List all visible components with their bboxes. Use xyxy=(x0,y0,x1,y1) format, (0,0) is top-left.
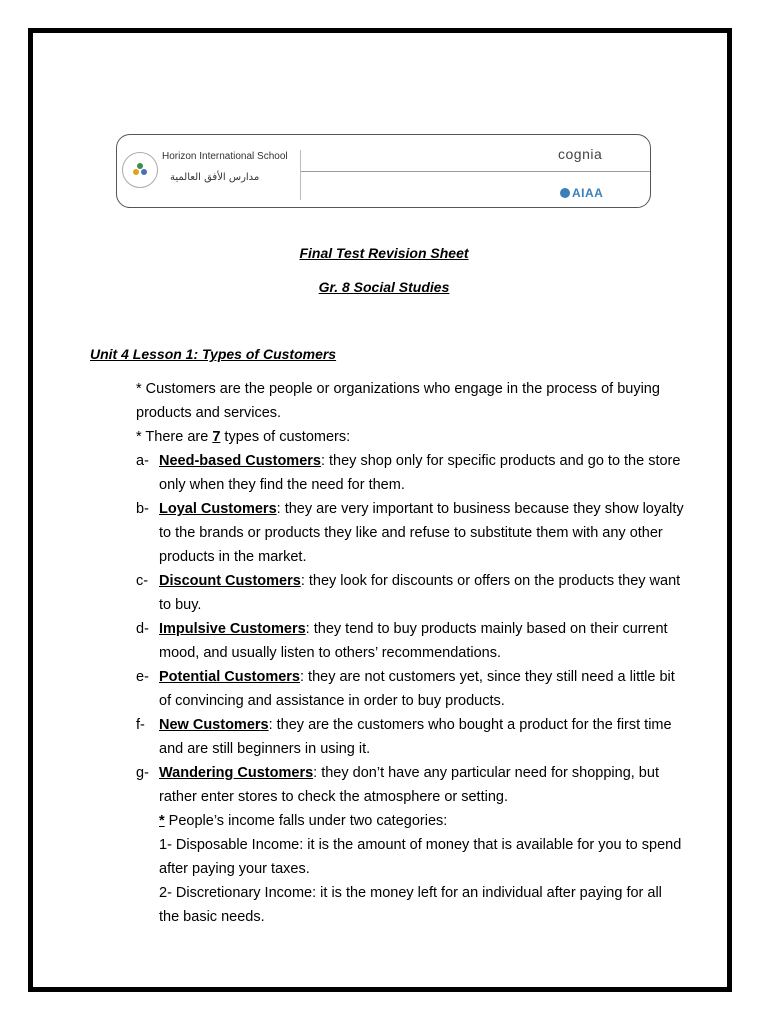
aiaa-logo xyxy=(560,186,603,200)
customer-type-count: 7 xyxy=(212,429,221,445)
school-logo-icon xyxy=(122,152,158,188)
lesson-content xyxy=(136,377,686,929)
intro-definition: * Customers are the people or organizations who engage in the process of buying products and services. xyxy=(136,381,660,421)
customer-type-term: Loyal Customers xyxy=(159,501,277,517)
aiaa-logo-text: AIAA xyxy=(572,186,604,200)
unit-heading: Unit 4 Lesson 1: Types of Customers xyxy=(90,346,337,362)
header-divider-vertical xyxy=(300,150,301,200)
page-subtitle: Gr. 8 Social Studies xyxy=(318,279,450,295)
customer-type-item: b- Loyal Customers: they are very important to business because they show loyalty to the brands or products they like and refuse to substitute them with any other products in the market. xyxy=(136,501,684,565)
school-name-arabic: مدارس الأفق العالمية xyxy=(170,172,260,183)
customer-type-item: d- Impulsive Customers: they tend to buy products mainly based on their current mood, and usually listen to others’ recommendations. xyxy=(136,621,668,661)
customer-type-term: Discount Customers xyxy=(159,573,301,589)
customer-type-item: a- Need-based Customers: they shop only for specific products and go to the store only when they find the need for them. xyxy=(136,453,681,493)
cognia-logo: cognia xyxy=(558,146,603,162)
customer-type-term: New Customers xyxy=(159,717,269,733)
income-heading: * People’s income falls under two categories: xyxy=(159,813,448,829)
income-item: 2- Discretionary Income: it is the money left for an individual after paying for all the basic needs. xyxy=(159,885,662,925)
income-item: 1- Disposable Income: it is the amount of money that is available for you to spend after paying your taxes. xyxy=(159,837,682,877)
customer-type-term: Need-based Customers xyxy=(159,453,321,469)
page-title: Final Test Revision Sheet xyxy=(299,245,469,261)
customer-type-item: g- Wandering Customers: they don’t have any particular need for shopping, but rather enter stores to check the atmosphere or setting. xyxy=(136,765,659,805)
customer-type-term: Potential Customers xyxy=(159,669,300,685)
customer-type-item: c- Discount Customers: they look for discounts or offers on the products they want to buy. xyxy=(136,573,681,613)
customer-type-term: Wandering Customers xyxy=(159,765,314,781)
customer-type-term: Impulsive Customers xyxy=(159,621,306,637)
header-divider xyxy=(300,171,650,172)
school-name-english: Horizon International School xyxy=(162,151,288,162)
globe-icon xyxy=(560,188,570,198)
customer-type-item: e- Potential Customers: they are not customers yet, since they still need a little bit of convincing and assistance in order to buy products. xyxy=(136,669,675,709)
customer-type-item: f- New Customers: they are the customers who bought a product for the first time and are still beginners in using it. xyxy=(136,717,672,757)
intro-count: * There are 7 types of customers: xyxy=(136,429,351,445)
